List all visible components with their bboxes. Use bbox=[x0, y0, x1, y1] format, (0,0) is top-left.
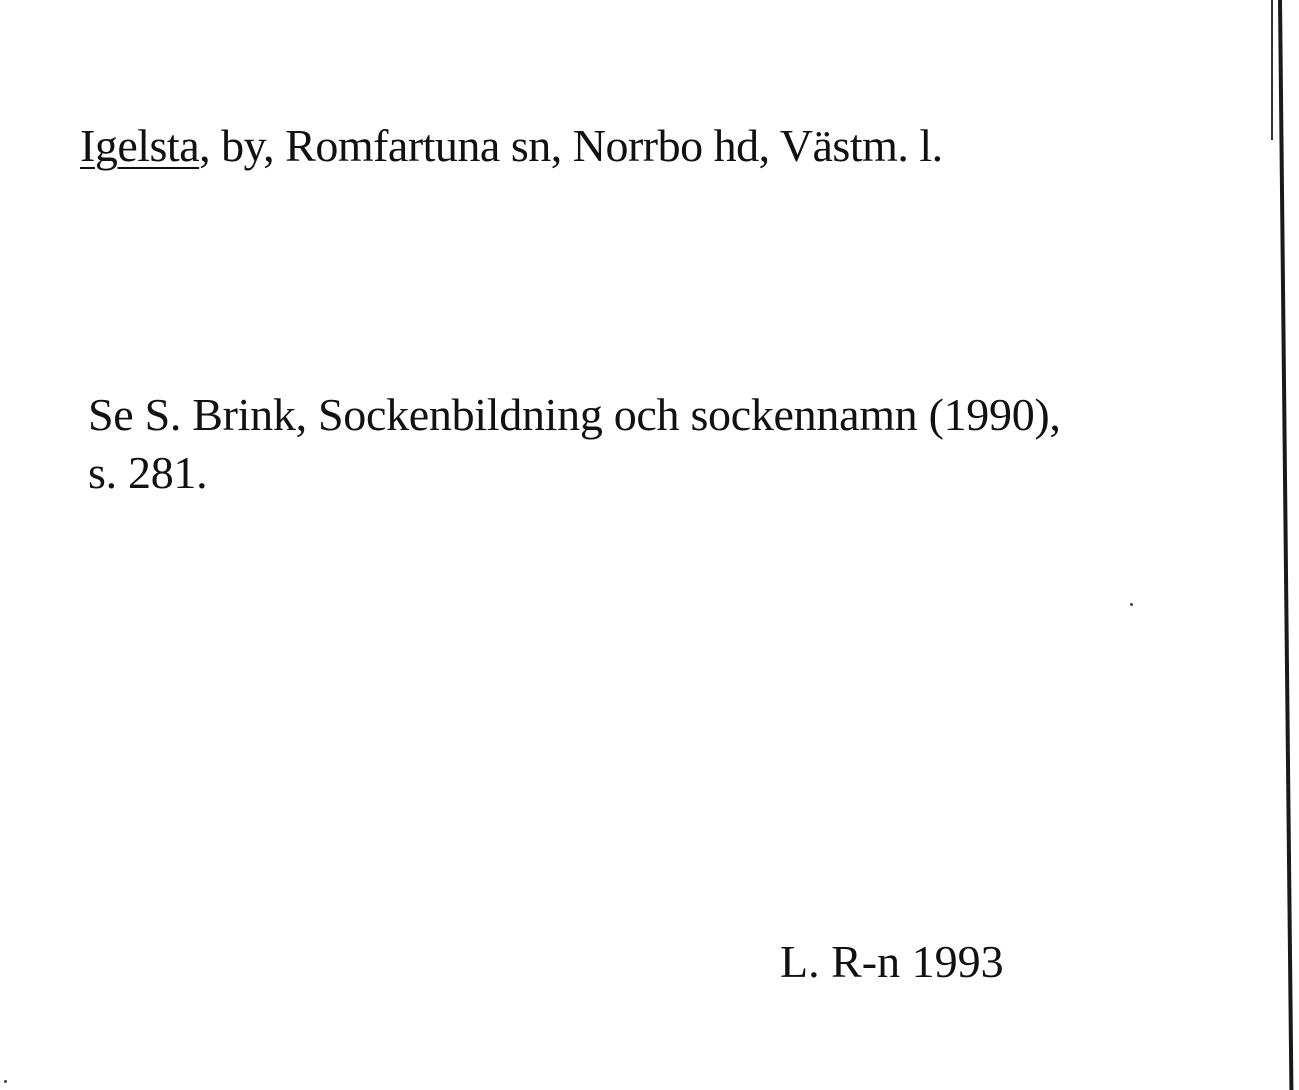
scan-speck bbox=[1130, 603, 1133, 606]
reference-text bbox=[88, 386, 1061, 502]
signature: L. R-n 1993 bbox=[780, 936, 1004, 987]
reference-line-2: s. 281. bbox=[88, 447, 208, 498]
headword: Igelsta bbox=[80, 120, 200, 171]
card-edge-line bbox=[1278, 0, 1293, 1090]
reference-line-1: Se S. Brink, Sockenbildning och sockennamn (1990), bbox=[88, 389, 1061, 440]
heading-details: , by, Romfartuna sn, Norrbo hd, Västm. l. bbox=[199, 120, 943, 171]
scan-speck bbox=[4, 1080, 7, 1083]
card-heading bbox=[80, 118, 943, 174]
card-edge-line-top bbox=[1271, 0, 1273, 140]
